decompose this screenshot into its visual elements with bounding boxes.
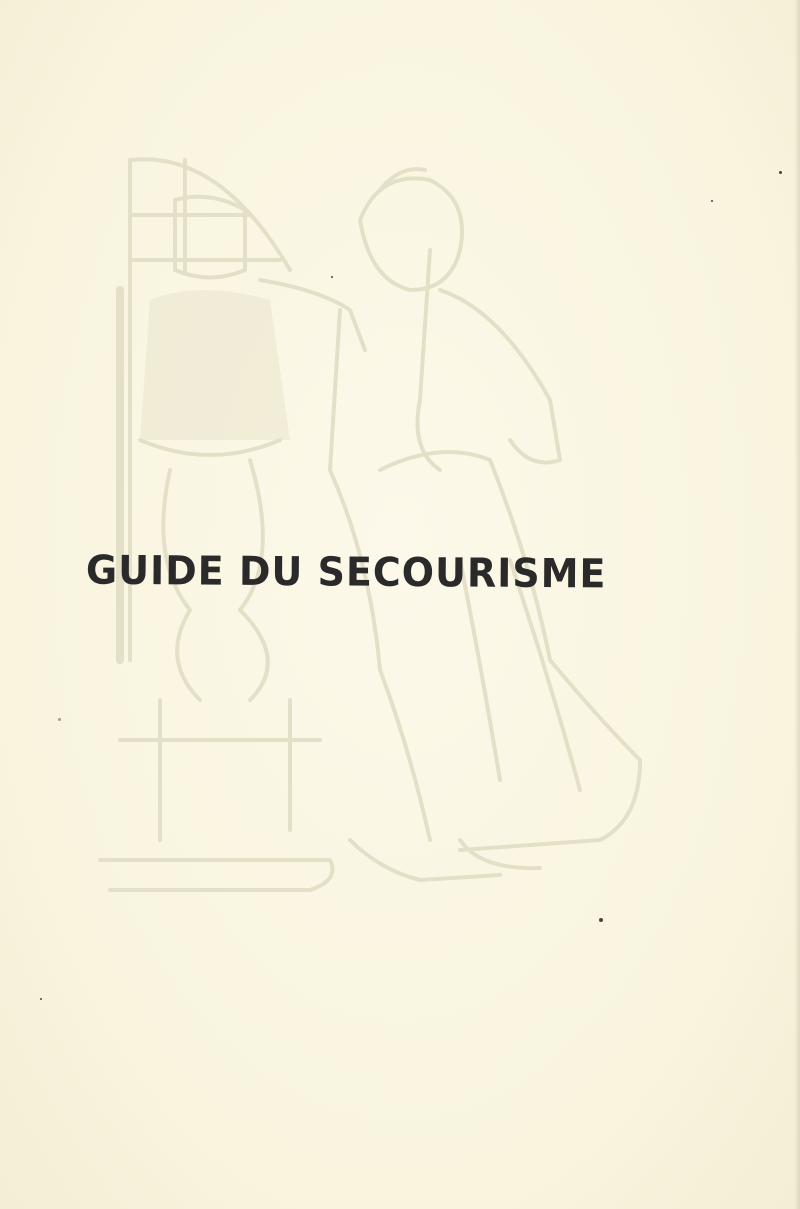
paper-speck	[40, 998, 42, 1000]
paper-speck	[58, 718, 61, 721]
bleed-through-illustration-icon	[80, 140, 720, 920]
paper-speck	[779, 171, 782, 174]
paper-speck	[331, 276, 333, 278]
page-edge-shadow	[794, 0, 800, 1209]
paper-speck	[599, 918, 603, 922]
paper-speck	[711, 200, 713, 202]
document-title: GUIDE DU SECOURISME	[85, 546, 607, 597]
